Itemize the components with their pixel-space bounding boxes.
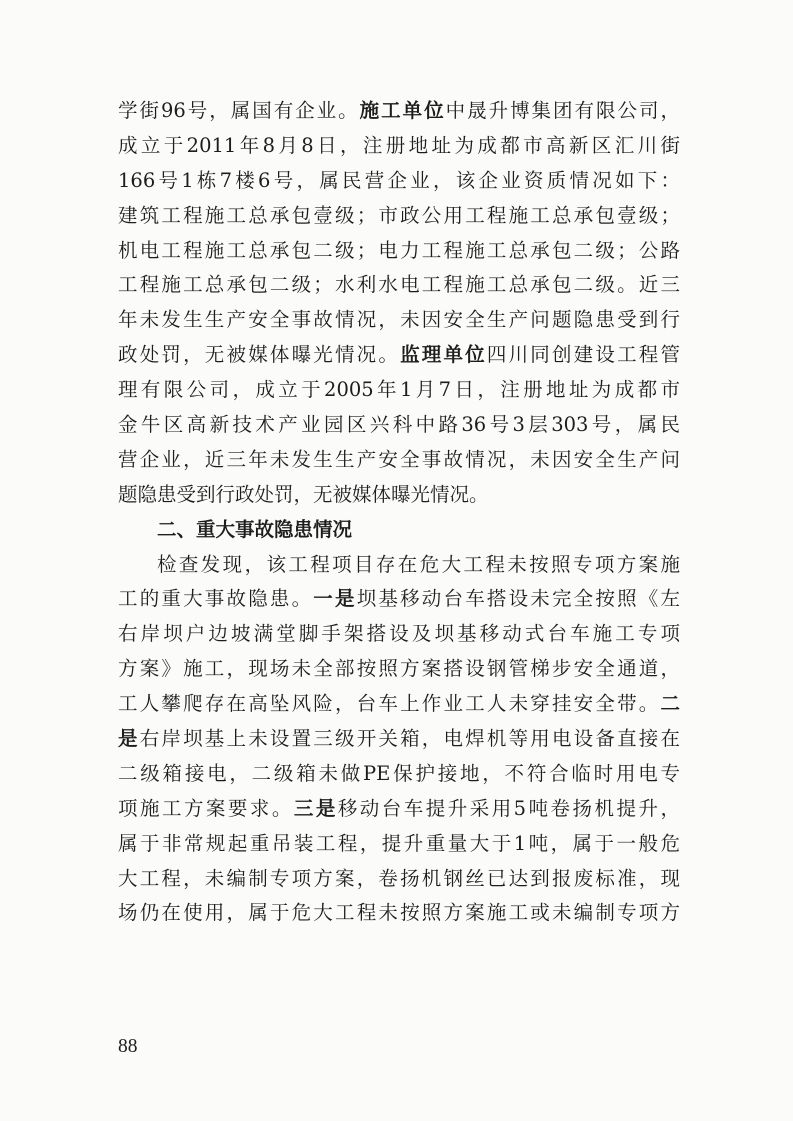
text-run: 政处罚，无被媒体曝光情况。 bbox=[118, 343, 401, 367]
text-run: 四川同创建设工程管 bbox=[486, 343, 680, 367]
text-line bbox=[118, 408, 680, 443]
text-line bbox=[118, 827, 680, 862]
text-run: 大工程，未编制专项方案，卷扬机钢丝已达到报废标准，现 bbox=[118, 866, 680, 890]
bold-phrase: 二 bbox=[660, 692, 680, 716]
text-run: 移动台车提升采用5吨卷扬机提升， bbox=[337, 796, 680, 820]
text-line bbox=[118, 94, 680, 129]
text-run: 工的重大事故隐患。 bbox=[118, 587, 314, 611]
text-line bbox=[118, 896, 680, 931]
text-run: 二、重大事故隐患情况 bbox=[157, 517, 353, 541]
body-text bbox=[118, 94, 680, 931]
bold-phrase: 施工单位 bbox=[359, 99, 446, 122]
text-line bbox=[118, 199, 680, 234]
text-run: 理有限公司，成立于2005年1月7日，注册地址为成都市 bbox=[118, 378, 680, 402]
text-run: 建筑工程施工总承包壹级；市政公用工程施工总承包壹级； bbox=[118, 203, 680, 227]
text-line bbox=[118, 443, 680, 478]
text-line bbox=[118, 652, 680, 687]
text-line bbox=[118, 687, 680, 722]
text-run: 166号1栋7楼6号，属民营企业，该企业资质情况如下： bbox=[118, 168, 680, 192]
text-line bbox=[118, 338, 680, 373]
text-run: 右岸坝基上未设置三级开关箱，电焊机等用电设备直接在 bbox=[139, 727, 680, 751]
text-run: 检查发现，该工程项目存在危大工程未按照专项方案施 bbox=[157, 552, 680, 576]
text-run: 项施工方案要求。 bbox=[118, 796, 294, 820]
text-run: 右岸坝户边坡满堂脚手架搭设及坝基移动式台车施工专项 bbox=[118, 622, 680, 646]
text-run: 属于非常规起重吊装工程，提升重量大于1吨，属于一般危 bbox=[118, 831, 680, 855]
text-line bbox=[118, 792, 680, 827]
text-line bbox=[118, 862, 680, 897]
section-heading bbox=[118, 513, 680, 548]
text-run: 题隐患受到行政处罚，无被媒体曝光情况。 bbox=[118, 482, 489, 506]
bold-phrase: 一是 bbox=[313, 587, 357, 611]
text-line bbox=[118, 478, 680, 513]
text-line bbox=[118, 373, 680, 408]
text-run: 机电工程施工总承包二级；电力工程施工总承包二级；公路 bbox=[118, 238, 680, 262]
text-line bbox=[118, 164, 680, 199]
bold-phrase: 监理单位 bbox=[400, 343, 487, 367]
text-line bbox=[118, 757, 680, 792]
text-run: 场仍在使用，属于危大工程未按照方案施工或未编制专项方 bbox=[118, 901, 680, 925]
bold-phrase: 三是 bbox=[293, 796, 338, 820]
text-run: 成立于2011年8月8日，注册地址为成都市高新区汇川街 bbox=[118, 133, 680, 157]
text-run: 工程施工总承包二级；水利水电工程施工总承包二级。近三 bbox=[118, 273, 680, 297]
text-run: 年未发生生产安全事故情况，未因安全生产问题隐患受到行 bbox=[118, 308, 680, 332]
text-run: 二级箱接电，二级箱未做PE保护接地，不符合临时用电专 bbox=[118, 761, 680, 785]
page-number: 88 bbox=[118, 1036, 138, 1057]
text-line bbox=[118, 129, 680, 164]
text-run: 中晟升博集团有限公司， bbox=[445, 99, 680, 122]
text-run: 坝基移动台车搭设未完全按照《左 bbox=[356, 587, 680, 611]
text-run: 方案》施工，现场未全部按照方案搭设钢管梯步安全通道， bbox=[118, 657, 680, 681]
text-run: 工人攀爬存在高坠风险，台车上作业工人未穿挂安全带。 bbox=[118, 692, 661, 716]
text-line bbox=[118, 234, 680, 269]
text-run: 学街96号，属国有企业。 bbox=[118, 99, 360, 122]
text-line bbox=[118, 722, 680, 757]
text-line bbox=[118, 617, 680, 652]
text-run: 营企业，近三年未发生生产安全事故情况，未因安全生产问 bbox=[118, 447, 680, 471]
bold-phrase: 是 bbox=[118, 727, 140, 751]
text-line bbox=[118, 582, 680, 617]
text-line bbox=[118, 268, 680, 303]
text-line bbox=[118, 548, 680, 583]
text-run: 金牛区高新技术产业园区兴科中路36号3层303号，属民 bbox=[118, 413, 680, 437]
text-line bbox=[118, 303, 680, 338]
